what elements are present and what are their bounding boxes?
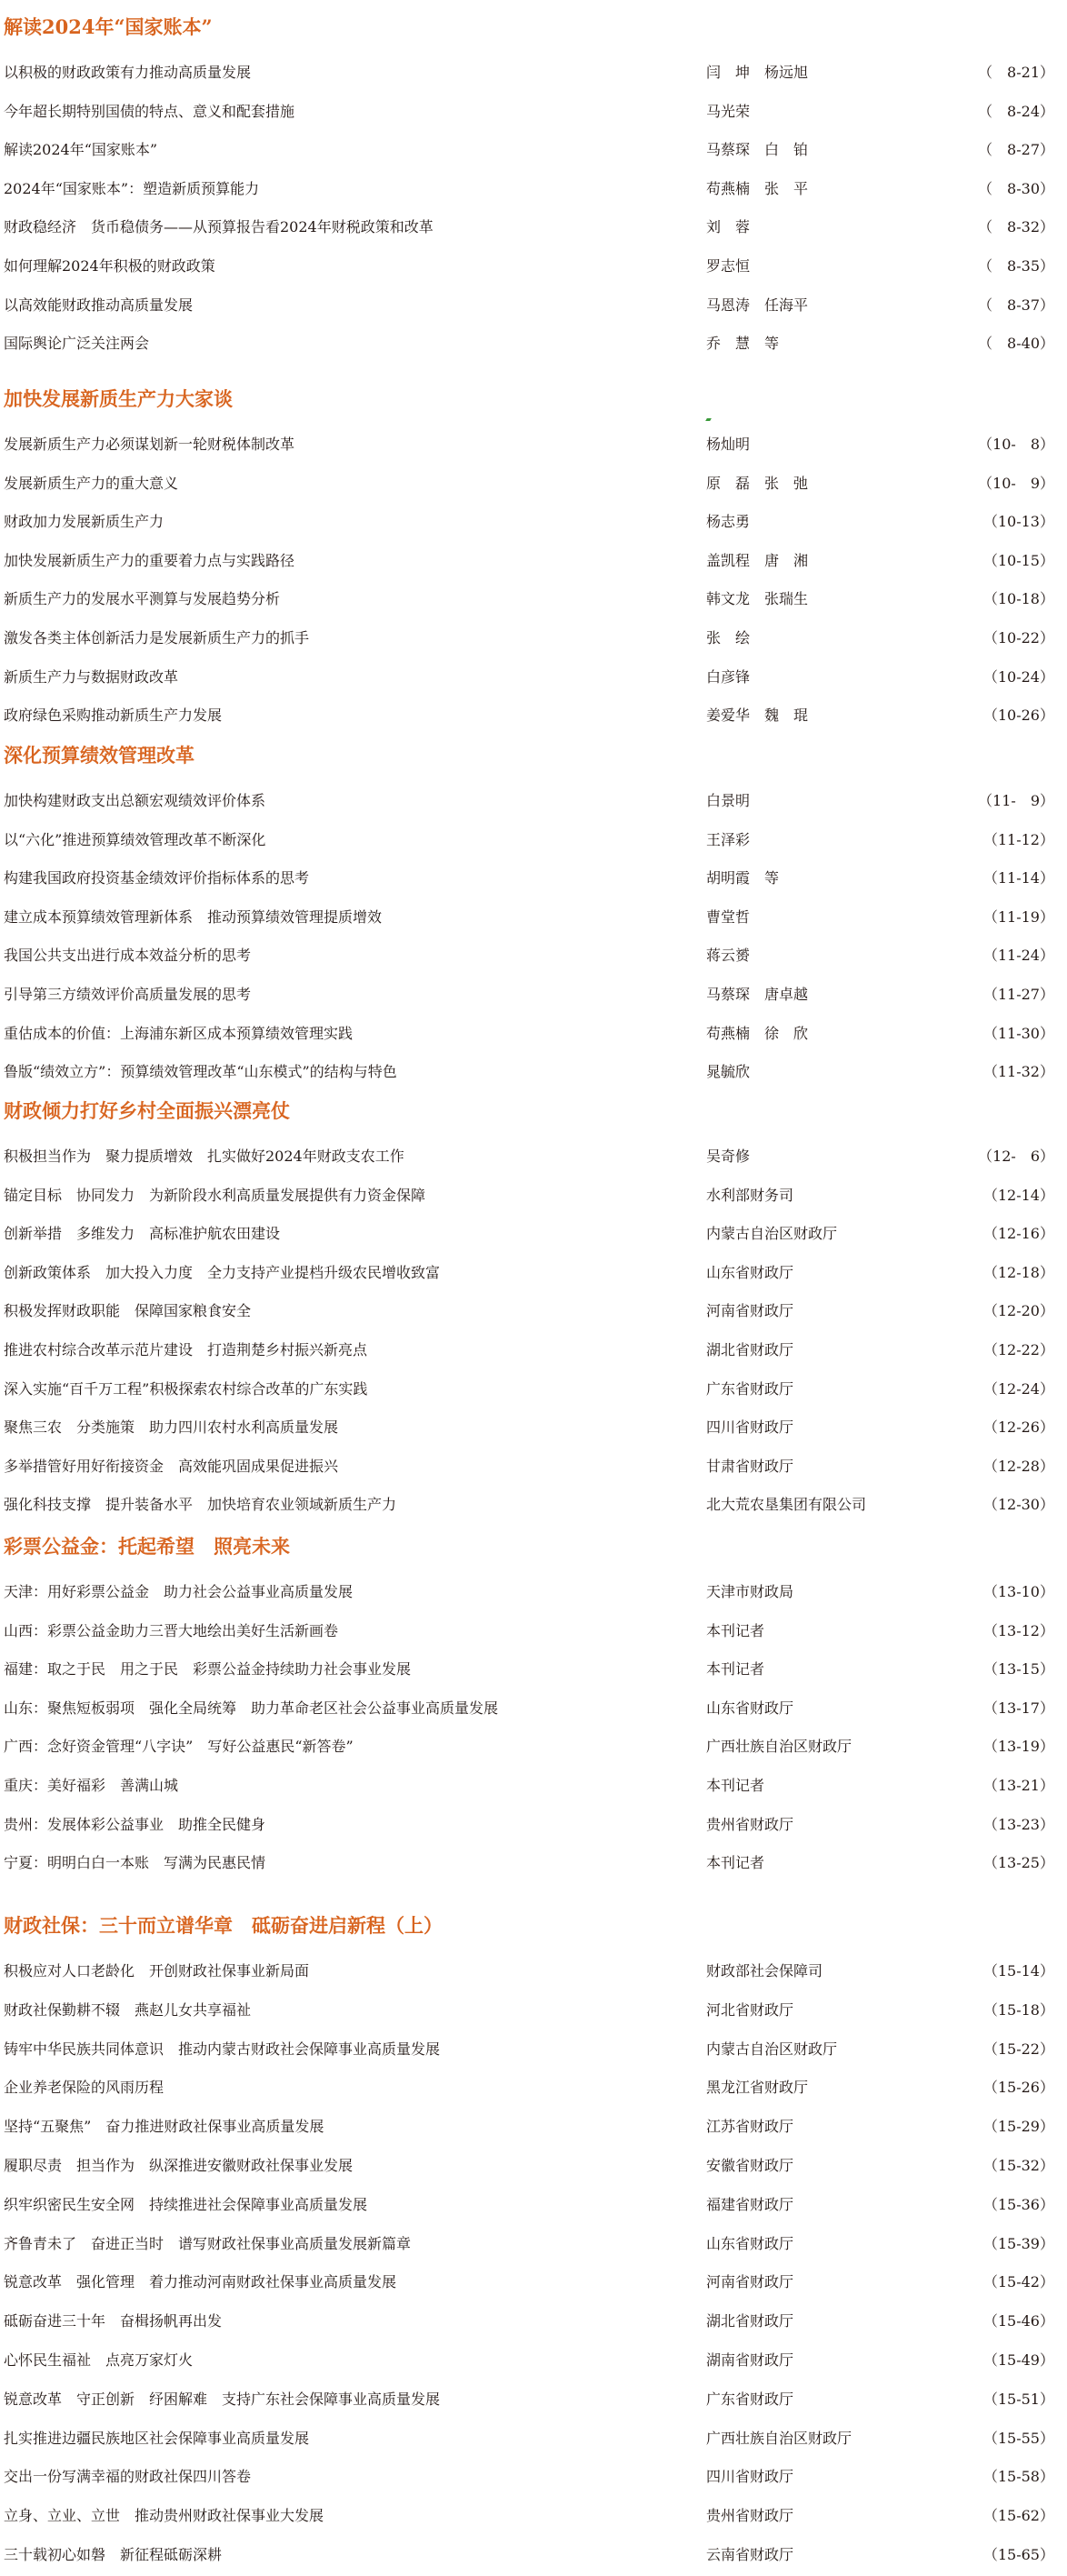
entry-author: 韩文龙 张瑞生 bbox=[706, 590, 809, 608]
entry-author: 马光荣 bbox=[706, 102, 751, 120]
toc-entry bbox=[0, 664, 1067, 691]
toc-entry bbox=[0, 431, 1067, 458]
entry-page: （15-14） bbox=[982, 1962, 1054, 1980]
toc-entry bbox=[0, 253, 1067, 280]
toc-entry bbox=[0, 2463, 1067, 2491]
entry-author: 黑龙江省财政厅 bbox=[706, 2079, 809, 2097]
entry-title: 宁夏：明明白白一本账 写满为民惠民情 bbox=[4, 1854, 266, 1872]
entry-page: （11- 9） bbox=[978, 792, 1054, 809]
toc-entry bbox=[0, 787, 1067, 815]
entry-page: （12-26） bbox=[982, 1418, 1054, 1437]
entry-page: （12-14） bbox=[982, 1186, 1054, 1204]
entry-title: 构建我国政府投资基金绩效评价指标体系的思考 bbox=[4, 869, 310, 887]
entry-title: 激发各类主体创新活力是发展新质生产力的抓手 bbox=[4, 629, 310, 647]
entry-author: 山东省财政厅 bbox=[706, 1263, 794, 1281]
toc-entry bbox=[0, 904, 1067, 931]
entry-title: 我国公共支出进行成本效益分析的思考 bbox=[4, 947, 252, 965]
entry-author: 甘肃省财政厅 bbox=[706, 1457, 794, 1475]
toc-entry bbox=[0, 2541, 1067, 2569]
toc-entry bbox=[0, 1414, 1067, 1441]
entry-page: （10- 9） bbox=[978, 474, 1054, 492]
entry-title: 锚定目标 协同发力 为新阶段水利高质量发展提供有力资金保障 bbox=[4, 1186, 426, 1204]
section-heading: 财政倾力打好乡村全面振兴漂亮仗 bbox=[4, 1099, 290, 1122]
section-heading: 深化预算绩效管理改革 bbox=[4, 744, 194, 767]
toc-entry bbox=[0, 981, 1067, 1008]
section-heading: 加快发展新质生产力大家谈 bbox=[4, 387, 233, 410]
entry-author: 河南省财政厅 bbox=[706, 2273, 794, 2291]
entry-page: （12-24） bbox=[982, 1379, 1054, 1398]
entry-page: （10-24） bbox=[982, 667, 1054, 686]
entry-page: （15-39） bbox=[982, 2234, 1054, 2252]
section-heading: 解读2024年“国家账本” bbox=[4, 15, 213, 38]
entry-page: （13-15） bbox=[982, 1660, 1054, 1679]
toc-entry bbox=[0, 2113, 1067, 2140]
entry-author: 杨灿明 bbox=[706, 436, 751, 453]
toc-entry bbox=[0, 1143, 1067, 1170]
entry-title: 新质生产力的发展水平测算与发展趋势分析 bbox=[4, 590, 281, 608]
entry-title: 扎实推进边疆民族地区社会保障事业高质量发展 bbox=[4, 2429, 310, 2447]
toc-entry bbox=[0, 547, 1067, 575]
entry-page: （ 8-27） bbox=[978, 141, 1054, 159]
toc-entry bbox=[0, 702, 1067, 729]
entry-title: 加快发展新质生产力的重要着力点与实践路径 bbox=[4, 551, 295, 569]
entry-title: 鲁版“绩效立方”：预算绩效管理改革“山东模式”的结构与特色 bbox=[4, 1063, 397, 1081]
toc-entry bbox=[0, 1376, 1067, 1403]
entry-title: 以“六化”推进预算绩效管理改革不断深化 bbox=[4, 830, 266, 848]
entry-page: （ 8-35） bbox=[978, 257, 1054, 275]
entry-author: 张 绘 bbox=[706, 629, 751, 647]
entry-page: （11-32） bbox=[982, 1063, 1054, 1081]
entry-author: 罗志恒 bbox=[706, 257, 751, 275]
entry-page: （15-32） bbox=[982, 2157, 1054, 2174]
toc-entry bbox=[0, 2036, 1067, 2063]
toc-entry bbox=[0, 2347, 1067, 2374]
entry-title: 推进农村综合改革示范片建设 打造荆楚乡村振兴新亮点 bbox=[4, 1341, 368, 1358]
entry-author: 贵州省财政厅 bbox=[706, 1815, 794, 1833]
toc-entry bbox=[0, 2074, 1067, 2101]
entry-title: 国际舆论广泛关注两会 bbox=[4, 335, 150, 353]
entry-page: （ 8-21） bbox=[978, 64, 1054, 81]
entry-author: 本刊记者 bbox=[706, 1621, 765, 1639]
entry-page: （12-30） bbox=[982, 1496, 1054, 1514]
entry-author: 闫 坤 杨远旭 bbox=[706, 64, 809, 81]
entry-author: 广西壮族自治区财政厅 bbox=[706, 1738, 853, 1756]
entry-author: 云南省财政厅 bbox=[706, 2546, 794, 2563]
toc-entry bbox=[0, 2425, 1067, 2452]
entry-author: 天津市财政局 bbox=[706, 1583, 794, 1600]
toc-entry bbox=[0, 2386, 1067, 2413]
entry-title: 广西：念好资金管理“八字诀” 写好公益惠民“新答卷” bbox=[4, 1738, 354, 1756]
entry-title: 交出一份写满幸福的财政社保四川答卷 bbox=[4, 2468, 252, 2486]
toc-entry bbox=[0, 1733, 1067, 1760]
entry-page: （13-19） bbox=[982, 1738, 1054, 1756]
entry-title: 坚持“五聚焦” 奋力推进财政社保事业高质量发展 bbox=[4, 2118, 324, 2136]
toc-entry bbox=[0, 2502, 1067, 2530]
entry-page: （ 8-37） bbox=[978, 296, 1054, 314]
entry-page: （11-27） bbox=[982, 986, 1054, 1003]
entry-title: 山东：聚焦短板弱项 强化全局统筹 助力革命老区社会公益事业高质量发展 bbox=[4, 1699, 499, 1717]
entry-title: 政府绿色采购推动新质生产力发展 bbox=[4, 707, 223, 725]
entry-title: 企业养老保险的风雨历程 bbox=[4, 2079, 165, 2097]
entry-author: 苟燕楠 张 平 bbox=[706, 179, 809, 197]
entry-page: （10- 8） bbox=[978, 436, 1054, 453]
entry-author: 白景明 bbox=[706, 792, 751, 809]
entry-page: （15-62） bbox=[982, 2507, 1054, 2525]
toc-entry bbox=[0, 508, 1067, 536]
entry-page: （13-10） bbox=[982, 1583, 1054, 1600]
entry-author: 本刊记者 bbox=[706, 1854, 765, 1872]
entry-title: 以积极的财政政策有力推动高质量发展 bbox=[4, 64, 252, 81]
entry-page: （10-18） bbox=[982, 590, 1054, 608]
toc-entry bbox=[0, 1579, 1067, 1606]
entry-page: （15-22） bbox=[982, 2040, 1054, 2058]
entry-author: 乔 慧 等 bbox=[706, 335, 780, 353]
entry-title: 财政加力发展新质生产力 bbox=[4, 513, 165, 531]
entry-page: （15-26） bbox=[982, 2079, 1054, 2097]
entry-title: 如何理解2024年积极的财政政策 bbox=[4, 257, 215, 275]
entry-author: 河北省财政厅 bbox=[706, 2000, 794, 2019]
entry-author: 本刊记者 bbox=[706, 1777, 765, 1794]
entry-page: （15-58） bbox=[982, 2468, 1054, 2486]
entry-page: （13-12） bbox=[982, 1621, 1054, 1639]
entry-page: （15-51） bbox=[982, 2390, 1054, 2408]
section-heading: 财政社保：三十而立谱华章 砥砺奋进启新程（上） bbox=[4, 1914, 443, 1937]
entry-page: （11-30） bbox=[982, 1024, 1054, 1042]
toc-entry bbox=[0, 2152, 1067, 2180]
entry-author: 内蒙古自治区财政厅 bbox=[706, 2040, 838, 2058]
entry-author: 马蔡琛 白 铂 bbox=[706, 141, 809, 159]
entry-title: 以高效能财政推动高质量发展 bbox=[4, 296, 194, 314]
entry-title: 山西：彩票公益金助力三晋大地绘出美好生活新画卷 bbox=[4, 1621, 339, 1639]
toc-entry bbox=[0, 136, 1067, 164]
entry-page: （12-16） bbox=[982, 1225, 1054, 1243]
green-mark-icon bbox=[705, 418, 712, 421]
entry-page: （11-24） bbox=[982, 947, 1054, 965]
entry-title: 砥砺奋进三十年 奋楫扬帆再出发 bbox=[4, 2312, 223, 2330]
entry-page: （12-22） bbox=[982, 1341, 1054, 1358]
toc-entry bbox=[0, 1958, 1067, 1985]
toc-entry bbox=[0, 865, 1067, 892]
entry-author: 四川省财政厅 bbox=[706, 1418, 794, 1437]
toc-entry bbox=[0, 1182, 1067, 1209]
entry-title: 创新政策体系 加大投入力度 全力支持产业提档升级农民增收致富 bbox=[4, 1263, 441, 1281]
entry-page: （11-12） bbox=[982, 830, 1054, 848]
entry-author: 山东省财政厅 bbox=[706, 2234, 794, 2252]
entry-title: 贵州：发展体彩公益事业 助推全民健身 bbox=[4, 1815, 266, 1833]
toc-entry bbox=[0, 292, 1067, 319]
entry-title: 新质生产力与数据财政改革 bbox=[4, 667, 179, 686]
entry-author: 湖南省财政厅 bbox=[706, 2351, 794, 2369]
toc-entry bbox=[0, 1298, 1067, 1325]
entry-author: 四川省财政厅 bbox=[706, 2468, 794, 2486]
entry-author: 苟燕楠 徐 欣 bbox=[706, 1024, 809, 1042]
entry-title: 立身、立业、立世 推动贵州财政社保事业大发展 bbox=[4, 2507, 324, 2525]
entry-title: 聚焦三农 分类施策 助力四川农村水利高质量发展 bbox=[4, 1418, 339, 1437]
entry-author: 贵州省财政厅 bbox=[706, 2507, 794, 2525]
entry-author: 蒋云赟 bbox=[706, 947, 751, 965]
entry-author: 本刊记者 bbox=[706, 1660, 765, 1679]
entry-author: 水利部财务司 bbox=[706, 1186, 794, 1204]
entry-author: 湖北省财政厅 bbox=[706, 2312, 794, 2330]
toc-entry bbox=[0, 1491, 1067, 1519]
entry-title: 财政稳经济 货币稳债务——从预算报告看2024年财税政策和改革 bbox=[4, 218, 434, 236]
entry-page: （12- 6） bbox=[978, 1148, 1054, 1165]
entry-author: 江苏省财政厅 bbox=[706, 2118, 794, 2136]
entry-title: 福建：取之于民 用之于民 彩票公益金持续助力社会事业发展 bbox=[4, 1660, 412, 1679]
entry-title: 今年超长期特别国债的特点、意义和配套措施 bbox=[4, 102, 295, 120]
entry-author: 马恩涛 任海平 bbox=[706, 296, 809, 314]
entry-page: （13-17） bbox=[982, 1699, 1054, 1717]
entry-author: 河南省财政厅 bbox=[706, 1302, 794, 1320]
toc-entry bbox=[0, 470, 1067, 497]
entry-page: （ 8-30） bbox=[978, 179, 1054, 197]
entry-title: 建立成本预算绩效管理新体系 推动预算绩效管理提质增效 bbox=[4, 907, 383, 926]
entry-author: 北大荒农垦集团有限公司 bbox=[706, 1496, 867, 1514]
entry-author: 晁毓欣 bbox=[706, 1063, 751, 1081]
entry-author: 吴奇修 bbox=[706, 1148, 751, 1165]
entry-author: 财政部社会保障司 bbox=[706, 1962, 823, 1980]
entry-author: 白彦锋 bbox=[706, 667, 751, 686]
entry-page: （ 8-32） bbox=[978, 218, 1054, 236]
entry-author: 广东省财政厅 bbox=[706, 1379, 794, 1398]
toc-entry bbox=[0, 1337, 1067, 1364]
toc-entry bbox=[0, 625, 1067, 652]
entry-title: 重估成本的价值：上海浦东新区成本预算绩效管理实践 bbox=[4, 1024, 354, 1042]
entry-title: 心怀民生福祉 点亮万家灯火 bbox=[4, 2351, 194, 2369]
entry-author: 广东省财政厅 bbox=[706, 2390, 794, 2408]
entry-title: 齐鲁青未了 奋进正当时 谱写财政社保事业高质量发展新篇章 bbox=[4, 2234, 412, 2252]
toc-entry bbox=[0, 1695, 1067, 1722]
entry-author: 马蔡琛 唐卓越 bbox=[706, 986, 809, 1003]
toc-entry bbox=[0, 98, 1067, 125]
entry-title: 铸牢中华民族共同体意识 推动内蒙古财政社会保障事业高质量发展 bbox=[4, 2040, 441, 2058]
toc-entry bbox=[0, 330, 1067, 357]
entry-title: 积极担当作为 聚力提质增效 扎实做好2024年财政支农工作 bbox=[4, 1148, 404, 1165]
entry-author: 姜爱华 魏 琨 bbox=[706, 707, 809, 725]
entry-title: 深入实施“百千万工程”积极探索农村综合改革的广东实践 bbox=[4, 1379, 368, 1398]
entry-author: 内蒙古自治区财政厅 bbox=[706, 1225, 838, 1243]
entry-page: （10-26） bbox=[982, 707, 1054, 725]
entry-title: 发展新质生产力的重大意义 bbox=[4, 474, 179, 492]
toc-entry bbox=[0, 175, 1067, 203]
toc-entry bbox=[0, 942, 1067, 969]
entry-page: （15-65） bbox=[982, 2546, 1054, 2563]
entry-author: 王泽彩 bbox=[706, 830, 751, 848]
entry-title: 财政社保勤耕不辍 燕赵儿女共享福祉 bbox=[4, 2000, 252, 2019]
entry-author: 盖凯程 唐 湘 bbox=[706, 551, 809, 569]
entry-page: （13-25） bbox=[982, 1854, 1054, 1872]
entry-author: 曹堂哲 bbox=[706, 907, 751, 926]
entry-author: 广西壮族自治区财政厅 bbox=[706, 2429, 853, 2447]
toc-entry bbox=[0, 1997, 1067, 2024]
entry-page: （15-46） bbox=[982, 2312, 1054, 2330]
entry-page: （13-21） bbox=[982, 1777, 1054, 1794]
toc-entry bbox=[0, 2308, 1067, 2335]
entry-page: （15-55） bbox=[982, 2429, 1054, 2447]
toc-entry bbox=[0, 827, 1067, 854]
toc-entry bbox=[0, 1772, 1067, 1799]
entry-page: （ 8-24） bbox=[978, 102, 1054, 120]
section-heading: 彩票公益金：托起希望 照亮未来 bbox=[4, 1535, 290, 1558]
toc-entry bbox=[0, 1020, 1067, 1047]
entry-title: 创新举措 多维发力 高标准护航农田建设 bbox=[4, 1225, 281, 1243]
entry-author: 刘 蓉 bbox=[706, 218, 751, 236]
entry-page: （15-18） bbox=[982, 2000, 1054, 2019]
entry-author: 杨志勇 bbox=[706, 513, 751, 531]
entry-title: 多举措管好用好衔接资金 高效能巩固成果促进振兴 bbox=[4, 1457, 339, 1475]
entry-title: 解读2024年“国家账本” bbox=[4, 141, 158, 159]
toc-entry bbox=[0, 1811, 1067, 1839]
entry-author: 安徽省财政厅 bbox=[706, 2157, 794, 2174]
toc-entry bbox=[0, 2191, 1067, 2219]
entry-page: （10-22） bbox=[982, 629, 1054, 647]
entry-title: 加快构建财政支出总额宏观绩效评价体系 bbox=[4, 792, 266, 809]
entry-title: 发展新质生产力必须谋划新一轮财税体制改革 bbox=[4, 436, 295, 453]
entry-author: 胡明霞 等 bbox=[706, 869, 780, 887]
entry-page: （11-14） bbox=[982, 869, 1054, 887]
entry-title: 锐意改革 守正创新 纾困解难 支持广东社会保障事业高质量发展 bbox=[4, 2390, 441, 2408]
entry-page: （11-19） bbox=[982, 907, 1054, 926]
entry-title: 三十载初心如磐 新征程砥砺深耕 bbox=[4, 2546, 223, 2563]
entry-author: 山东省财政厅 bbox=[706, 1699, 794, 1717]
entry-page: （12-28） bbox=[982, 1457, 1054, 1475]
entry-page: （12-18） bbox=[982, 1263, 1054, 1281]
entry-title: 天津：用好彩票公益金 助力社会公益事业高质量发展 bbox=[4, 1583, 354, 1600]
entry-title: 积极发挥财政职能 保障国家粮食安全 bbox=[4, 1302, 252, 1320]
entry-title: 积极应对人口老龄化 开创财政社保事业新局面 bbox=[4, 1962, 310, 1980]
toc-entry bbox=[0, 1618, 1067, 1645]
entry-title: 2024年“国家账本”：塑造新质预算能力 bbox=[4, 179, 260, 197]
entry-title: 织牢织密民生安全网 持续推进社会保障事业高质量发展 bbox=[4, 2195, 368, 2213]
toc-entry bbox=[0, 1220, 1067, 1248]
entry-author: 原 磊 张 弛 bbox=[706, 474, 809, 492]
entry-page: （10-15） bbox=[982, 551, 1054, 569]
entry-page: （10-13） bbox=[982, 513, 1054, 531]
entry-page: （15-36） bbox=[982, 2195, 1054, 2213]
toc-entry bbox=[0, 59, 1067, 86]
toc-entry bbox=[0, 1453, 1067, 1480]
entry-author: 福建省财政厅 bbox=[706, 2195, 794, 2213]
toc-entry bbox=[0, 2269, 1067, 2296]
toc-entry bbox=[0, 1849, 1067, 1877]
entry-page: （15-29） bbox=[982, 2118, 1054, 2136]
toc-entry bbox=[0, 214, 1067, 241]
entry-page: （15-49） bbox=[982, 2351, 1054, 2369]
entry-title: 引导第三方绩效评价高质量发展的思考 bbox=[4, 986, 252, 1003]
entry-title: 履职尽责 担当作为 纵深推进安徽财政社保事业发展 bbox=[4, 2157, 354, 2174]
entry-page: （13-23） bbox=[982, 1815, 1054, 1833]
toc-entry bbox=[0, 2230, 1067, 2258]
toc-entry bbox=[0, 1656, 1067, 1683]
entry-page: （15-42） bbox=[982, 2273, 1054, 2291]
entry-page: （ 8-40） bbox=[978, 335, 1054, 353]
entry-page: （12-20） bbox=[982, 1302, 1054, 1320]
toc-entry bbox=[0, 1259, 1067, 1287]
entry-author: 湖北省财政厅 bbox=[706, 1341, 794, 1358]
toc-entry bbox=[0, 1058, 1067, 1086]
entry-title: 锐意改革 强化管理 着力推动河南财政社保事业高质量发展 bbox=[4, 2273, 397, 2291]
entry-title: 强化科技支撑 提升装备水平 加快培育农业领域新质生产力 bbox=[4, 1496, 397, 1514]
entry-title: 重庆：美好福彩 善满山城 bbox=[4, 1777, 179, 1794]
toc-entry bbox=[0, 586, 1067, 613]
